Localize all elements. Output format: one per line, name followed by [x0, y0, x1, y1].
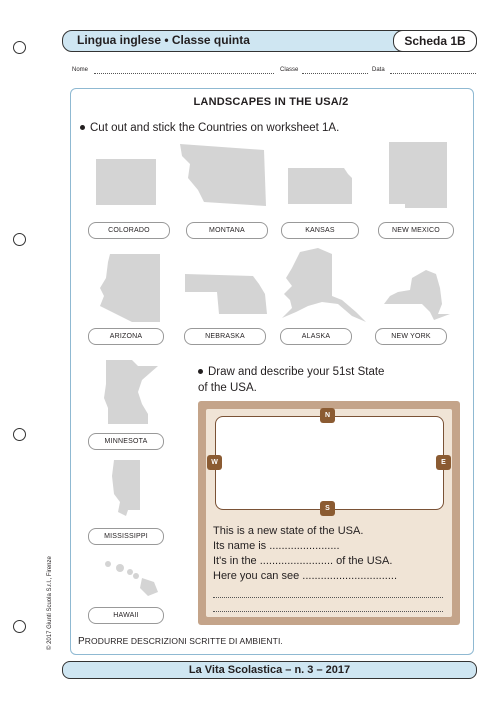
state-label-new-mexico: NEW MEXICO	[378, 222, 454, 239]
new-mexico-shape	[385, 140, 451, 210]
alaska-shape	[278, 246, 370, 324]
name-field[interactable]	[94, 73, 274, 74]
worksheet-title: LANDSCAPES IN THE USA/2	[193, 96, 349, 108]
state-label-kansas: KANSAS	[281, 222, 359, 239]
arizona-shape	[96, 252, 162, 324]
compass-south: S	[320, 501, 335, 516]
montana-shape	[176, 142, 268, 208]
kansas-shape	[286, 166, 356, 206]
bullet-icon	[80, 125, 85, 130]
instruction-draw-line2: of the USA.	[198, 382, 257, 394]
bullet-icon	[198, 369, 203, 374]
binder-hole	[13, 428, 26, 441]
sheet-label: Scheda 1B	[393, 30, 477, 52]
hawaii-shape	[102, 558, 162, 598]
state-label-nebraska: NEBRASKA	[184, 328, 266, 345]
state-label-mississippi: MISSISSIPPI	[88, 528, 164, 545]
copyright-notice: © 2017 Giunti Scuola S.r.l., Firenze	[47, 556, 53, 650]
binder-hole	[13, 41, 26, 54]
instruction-cut-out	[80, 122, 339, 134]
state-label-montana: MONTANA	[186, 222, 268, 239]
learning-objective	[78, 636, 283, 647]
state-label-new-york: NEW YORK	[375, 328, 447, 345]
compass-west: W	[207, 455, 222, 470]
writing-line-2[interactable]: Its name is .......................	[213, 540, 340, 552]
nebraska-shape	[183, 272, 269, 316]
minnesota-shape	[102, 358, 160, 426]
writing-line-4[interactable]: Here you can see ...............................	[213, 570, 398, 582]
binder-hole	[13, 233, 26, 246]
footer-bar: La Vita Scolastica – n. 3 – 2017	[62, 661, 477, 679]
date-field[interactable]	[390, 73, 476, 74]
instruction-draw-line1: Draw and describe your 51st State	[208, 366, 385, 378]
colorado-shape	[94, 157, 158, 207]
objective-text: RODURRE DESCRIZIONI SCRITTE DI AMBIENTI.	[84, 636, 283, 646]
state-label-colorado: COLORADO	[88, 222, 170, 239]
state-label-hawaii: HAWAII	[88, 607, 164, 624]
writing-blank-line[interactable]	[213, 597, 443, 598]
name-label: Nome	[72, 67, 89, 73]
instruction-text: Cut out and stick the Countries on worksheet 1A.	[90, 122, 340, 134]
writing-line-3[interactable]: It's in the ........................ of the USA.	[213, 555, 393, 567]
class-label: Classe	[280, 67, 299, 73]
writing-line-1: This is a new state of the USA.	[213, 525, 364, 537]
new-york-shape	[382, 268, 452, 324]
state-label-arizona: ARIZONA	[88, 328, 164, 345]
mississippi-shape	[108, 458, 142, 518]
writing-blank-line[interactable]	[213, 611, 443, 612]
date-label: Data	[372, 67, 385, 73]
binder-hole	[13, 620, 26, 633]
class-field[interactable]	[302, 73, 368, 74]
drawing-area[interactable]	[215, 416, 444, 510]
header-bar	[62, 30, 477, 52]
objective-initial: P	[78, 636, 85, 647]
subject-label: Lingua inglese • Classe quinta	[77, 33, 250, 47]
compass-east: E	[436, 455, 451, 470]
description-text	[213, 524, 445, 584]
state-label-alaska: ALASKA	[280, 328, 352, 345]
compass-north: N	[320, 408, 335, 423]
state-label-minnesota: MINNESOTA	[88, 433, 164, 450]
instruction-draw	[198, 364, 384, 396]
